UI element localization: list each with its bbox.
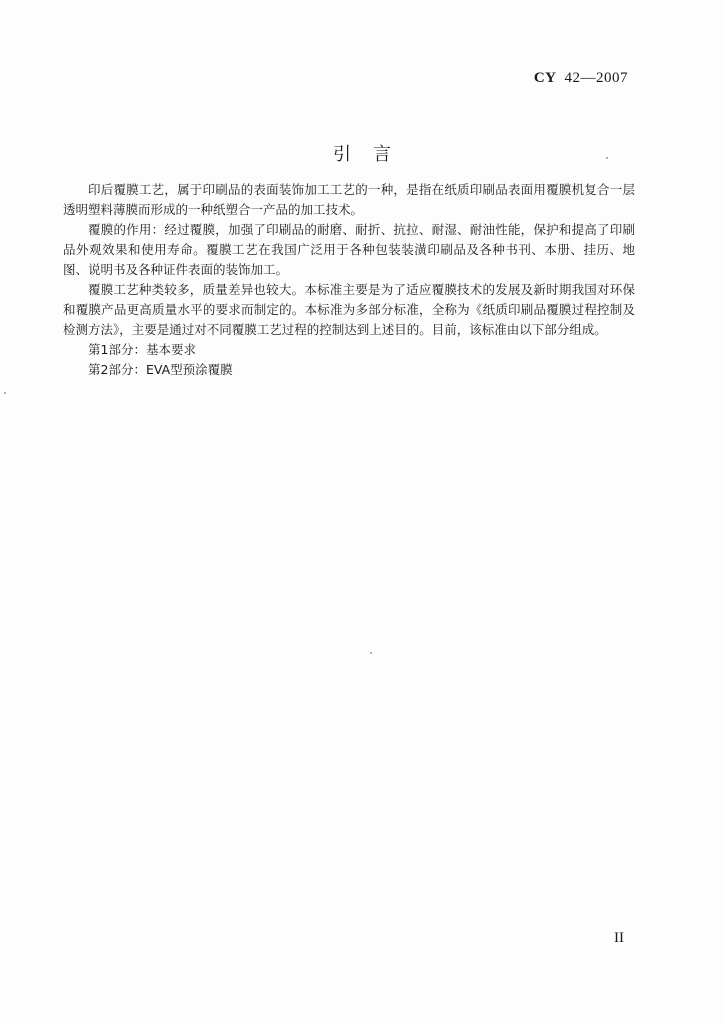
scan-speck — [4, 392, 6, 394]
part-list-item-1: 第1部分：基本要求 — [88, 342, 196, 357]
standard-prefix: CY — [533, 70, 557, 86]
body-text — [63, 180, 635, 380]
page-number: II — [614, 930, 624, 946]
standard-code — [534, 70, 628, 87]
scan-speck — [370, 652, 372, 654]
section-title: 引言 — [333, 144, 413, 165]
paragraph-purpose: 覆膜的作用：经过覆膜，加强了印刷品的耐磨、耐折、抗拉、耐湿、耐油性能，保护和提高了印刷品外观效果和使用寿命。覆膜工艺在我国广泛用于各种包装装潢印刷品及各种书刊、本册、挂历、地图、说明书及各种证件表面的装饰加工。 — [63, 222, 635, 277]
paragraph-intro: 印后覆膜工艺，属于印刷品的表面装饰加工工艺的一种，是指在纸质印刷品表面用覆膜机复合一层透明塑料薄膜而形成的一种纸塑合一产品的加工技术。 — [63, 182, 635, 217]
standard-number: 42—2007 — [564, 70, 628, 86]
scan-speck — [606, 157, 608, 159]
paragraph-types: 覆膜工艺种类较多，质量差异也较大。本标准主要是为了适应覆膜技术的发展及新时期我国对环保和覆膜产品更高质量水平的要求而制定的。本标准为多部分标准，全称为《纸质印刷品覆膜过程控制及检测方法》，主要是通过对不同覆膜工艺过程的控制达到上述目的。目前，该标准由以下部分组成。 — [63, 282, 635, 337]
part-list-item-2: 第2部分：EVA型预涂覆膜 — [88, 362, 233, 377]
